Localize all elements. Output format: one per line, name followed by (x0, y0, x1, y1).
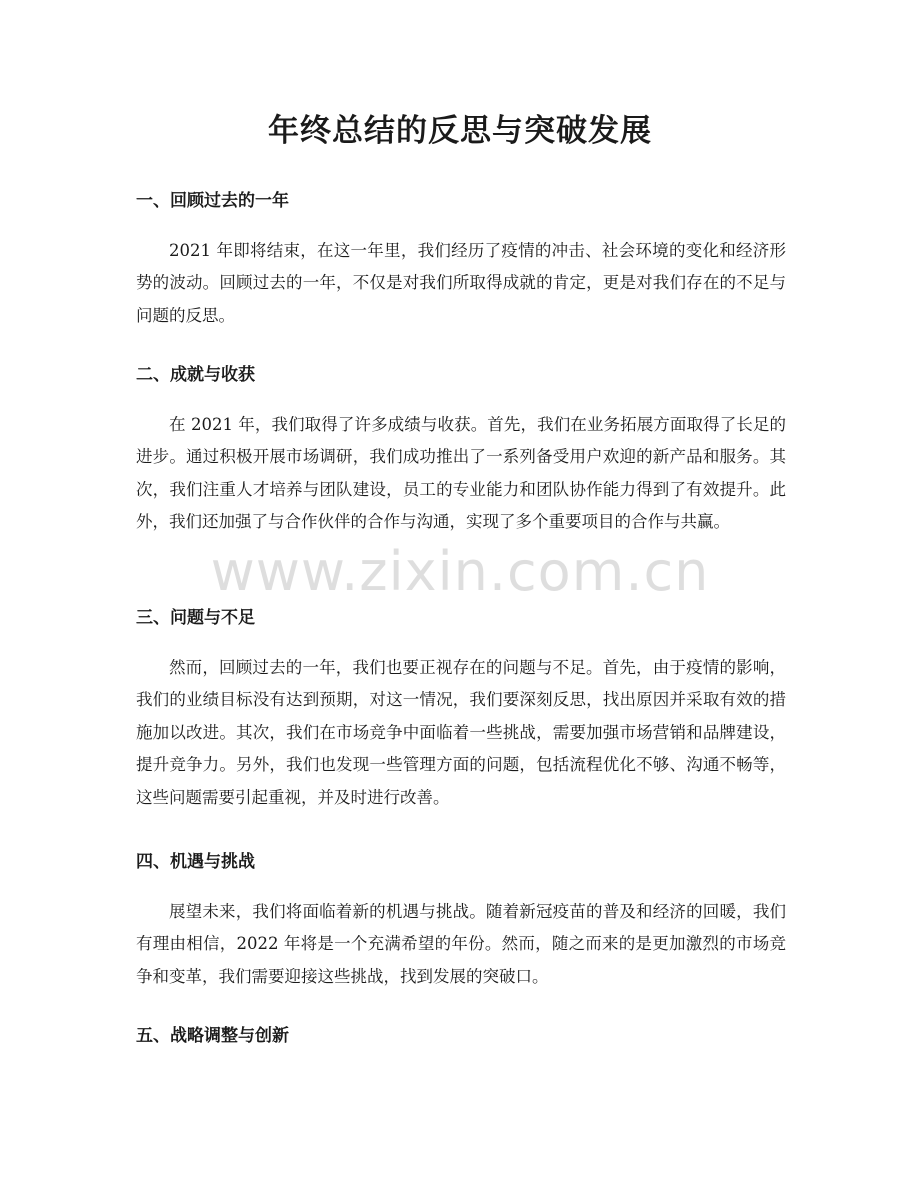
section-heading-3: 三、问题与不足 (136, 608, 255, 628)
section-heading-4: 四、机遇与挑战 (136, 852, 255, 872)
watermark: www.zixin.com.cn (210, 540, 710, 603)
section-heading-1: 一、回顾过去的一年 (136, 191, 289, 211)
section-paragraph-1: 2021 年即将结束，在这一年里，我们经历了疫情的冲击、社会环境的变化和经济形势的波动。回顾过去的一年，不仅是对我们所取得成就的肯定，更是对我们存在的不足与问题的反思。 (136, 241, 786, 325)
section-heading-5: 五、战略调整与创新 (136, 1026, 289, 1046)
section-paragraph-3: 然而，回顾过去的一年，我们也要正视存在的问题与不足。首先，由于疫情的影响，我们的业绩目标没有达到预期，对这一情况，我们要深刻反思，找出原因并采取有效的措施加以改进。其次，我们在市场竞争中面临着一些挑战，需要加强市场营销和品牌建设，提升竞争力。另外，我们也发现一些管理方面的问题，包括流程优化不够、沟通不畅等，这些问题需要引起重视，并及时进行改善。 (136, 658, 786, 807)
section-heading-2: 二、成就与收获 (136, 365, 255, 385)
section-paragraph-4: 展望未来，我们将面临着新的机遇与挑战。随着新冠疫苗的普及和经济的回暖，我们有理由相信，2022 年将是一个充满希望的年份。然而，随之而来的是更加激烈的市场竞争和变革，我们需要迎接这些挑战，找到发展的突破口。 (136, 902, 786, 986)
section-paragraph-2: 在 2021 年，我们取得了许多成绩与收获。首先，我们在业务拓展方面取得了长足的进步。通过积极开展市场调研，我们成功推出了一系列备受用户欢迎的新产品和服务。其次，我们注重人才培养与团队建设，员工的专业能力和团队协作能力得到了有效提升。此外，我们还加强了与合作伙伴的合作与沟通，实现了多个重要项目的合作与共赢。 (136, 415, 786, 532)
document-title: 年终总结的反思与突破发展 (268, 113, 652, 149)
